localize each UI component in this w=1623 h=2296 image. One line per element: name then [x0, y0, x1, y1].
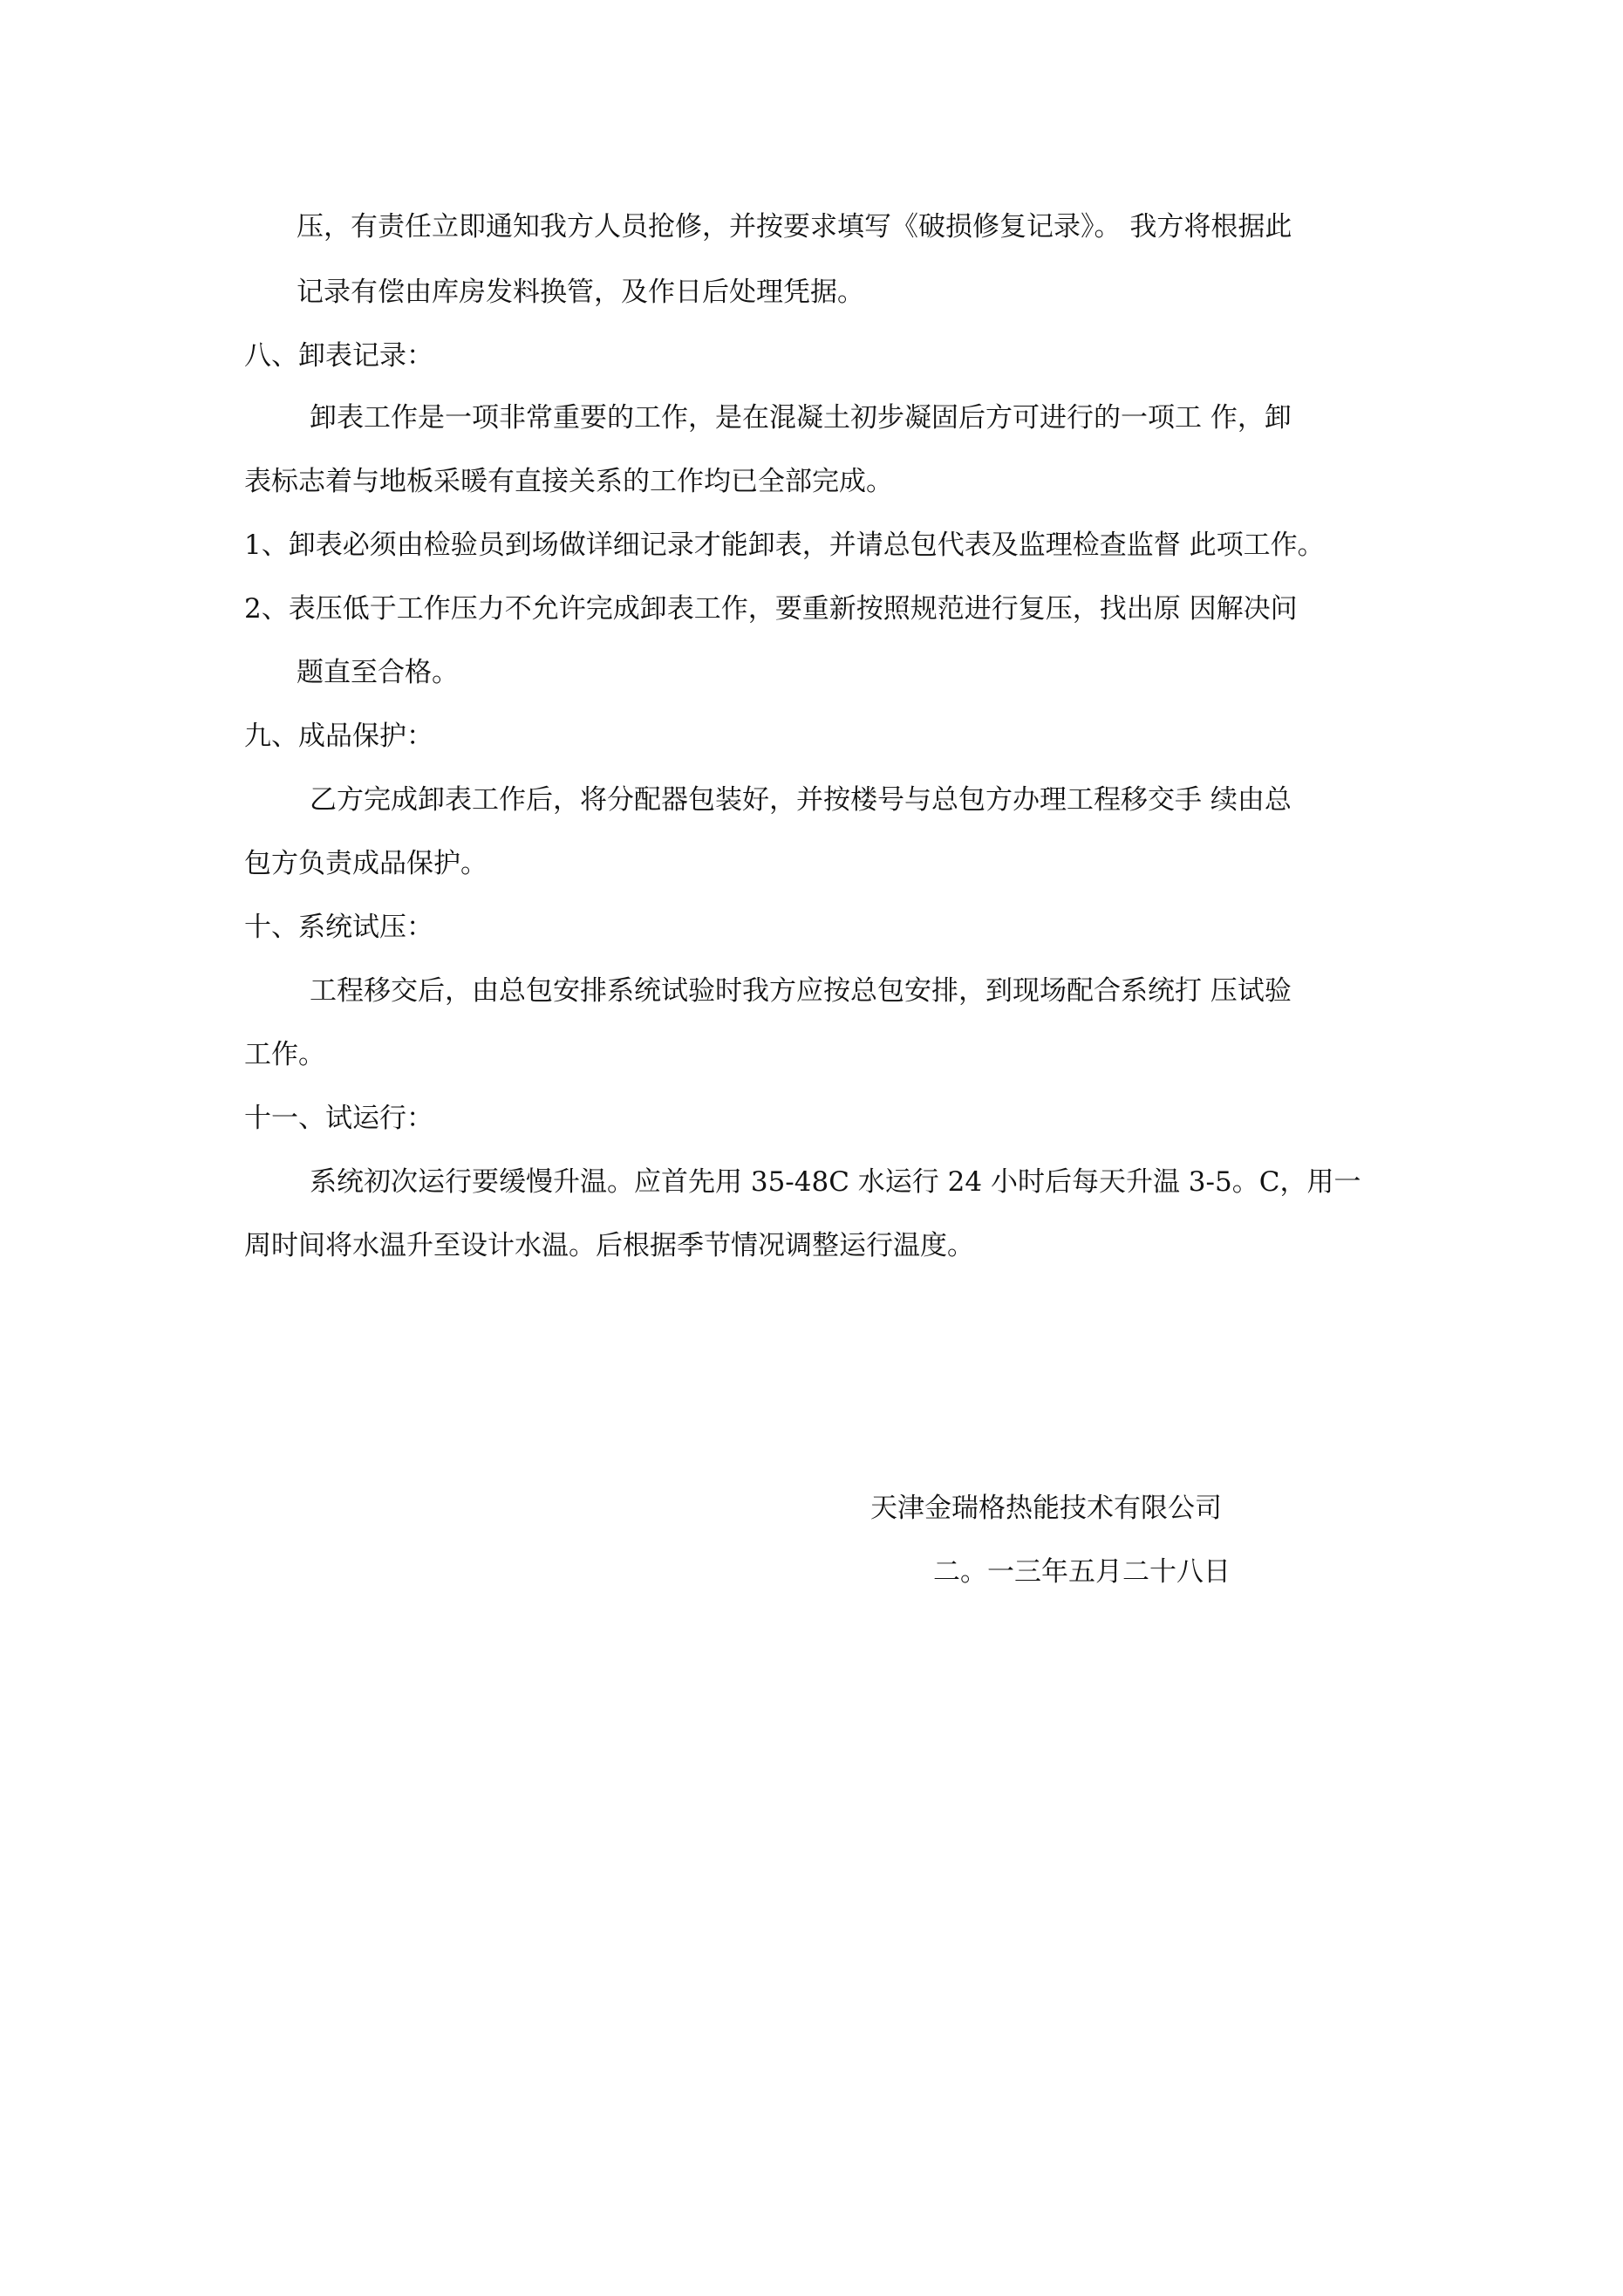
signature-date: 二。一三年五月二十八日 — [933, 1556, 1231, 1588]
section-heading-11: 十一、试运行： — [244, 1103, 433, 1134]
section-heading-8: 八、卸表记录： — [244, 340, 433, 372]
section-heading-10: 十、系统试压： — [244, 912, 433, 943]
text-line-9: 包方负责成品保护。 — [244, 848, 488, 879]
text-line-4: 表标志着与地板采暖有直接关系的工作均已全部完成。 — [244, 466, 893, 497]
text-line-2: 记录有偿由库房发料换管，及作日后处理凭据。 — [297, 277, 864, 308]
text-line-12: 系统初次运行要缓慢升温。应首先用 35-48C 水运行 24 小时后每天升温 3-5。C，用一 — [310, 1166, 1361, 1198]
signature-company: 天津金瑞格热能技术有限公司 — [870, 1493, 1222, 1524]
text-line-8: 乙方完成卸表工作后，将分配器包装好，并按楼号与总包方办理工程移交手 续由总 — [310, 784, 1292, 816]
text-line-6: 2、表压低于工作压力不允许完成卸表工作，要重新按照规范进行复压，找出原 因解决问 — [244, 593, 1298, 625]
section-heading-9: 九、成品保护： — [244, 721, 433, 752]
text-line-5: 1、卸表必须由检验员到场做详细记录才能卸表，并请总包代表及监理检查监督 此项工作。 — [244, 530, 1325, 561]
text-line-3: 卸表工作是一项非常重要的工作，是在混凝土初步凝固后方可进行的一项工 作，卸 — [310, 402, 1292, 434]
text-line-7: 题直至合格。 — [297, 657, 459, 688]
text-line-11: 工作。 — [244, 1039, 325, 1070]
text-line-13: 周时间将水温升至设计水温。后根据季节情况调整运行温度。 — [244, 1230, 974, 1261]
text-line-10: 工程移交后，由总包安排系统试验时我方应按总包安排，到现场配合系统打 压试验 — [310, 975, 1292, 1007]
text-line-1: 压，有责任立即通知我方人员抢修，并按要求填写《破损修复记录》。 我方将根据此 — [297, 211, 1292, 243]
